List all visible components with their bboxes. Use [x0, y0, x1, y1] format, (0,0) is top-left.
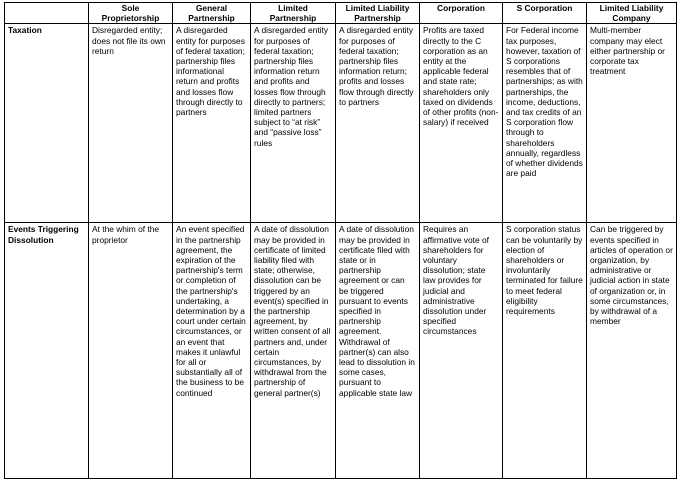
cell-taxation-sole-proprietorship: Disregarded entity; does not file its own return	[89, 24, 173, 223]
cell-dissolution-limited-partnership: A date of dissolution may be provided in certificate of limited liability filed with state; otherwise, dissolution can be triggered by an event(s) specified in the partnership agreement, by written consent of all partners and, under certain circumstances, by withdrawal from the partnership of general partner(s)	[251, 223, 336, 479]
cell-taxation-limited-liability-partnership: A disregarded entity for purposes of federal taxation; partnership files information return; profits and losses flow through directly to partners	[336, 24, 420, 223]
cell-dissolution-limited-liability-company: Can be triggered by events specified in articles of operation or organization, by administrative or judicial action in state of organization or, in some circumstances, by withdrawal of a member	[587, 223, 677, 479]
header-limited-liability-company: Limited Liability Company	[587, 3, 677, 24]
header-row	[5, 3, 677, 24]
cell-taxation-limited-partnership: A disregarded entity for purposes of federal taxation; partnership files information return and profits and losses flow through directly to partners; limited partners subject to “at risk” and “passive loss” rules	[251, 24, 336, 223]
cell-dissolution-general-partnership: An event specified in the partnership agreement, the expiration of the partnership's term or completion of the partnership's undertaking, a determination by a court under certain circumstances, or an event that makes it unlawful for all or substantially all of the business to be continued	[173, 223, 251, 479]
row-label-taxation: Taxation	[5, 24, 89, 223]
header-general-partnership: General Partnership	[173, 3, 251, 24]
cell-dissolution-sole-proprietorship: At the whim of the proprietor	[89, 223, 173, 479]
cell-dissolution-limited-liability-partnership: A date of dissolution may be provided in certificate filed with state or in partnership agreement or can be triggered pursuant to events specified in partnership agreement. Withdrawal of partner(s) can also lead to dissolution in some cases, pursuant to applicable state law	[336, 223, 420, 479]
table-row-taxation	[5, 24, 677, 223]
header-sole-proprietorship: Sole Proprietorship	[89, 3, 173, 24]
table-row-events-triggering-dissolution	[5, 223, 677, 479]
cell-taxation-limited-liability-company: Multi-member company may elect either partnership or corporate tax treatment	[587, 24, 677, 223]
header-limited-partnership: Limited Partnership	[251, 3, 336, 24]
header-limited-liability-partnership: Limited Liability Partnership	[336, 3, 420, 24]
cell-taxation-s-corporation: For Federal income tax purposes, however, taxation of S corporations resembles that of partnerships; as with partnerships, the income, deductions, and tax credits of an S corporation flow through to shareholders annually, regardless of whether dividends are paid	[503, 24, 587, 223]
entity-comparison-table	[4, 2, 677, 479]
header-corporation: Corporation	[420, 3, 503, 24]
header-s-corporation: S Corporation	[503, 3, 587, 24]
cell-dissolution-s-corporation: S corporation status can be voluntarily by election of shareholders or involuntarily terminated for failure to meet federal eligibility requirements	[503, 223, 587, 479]
cell-taxation-corporation: Profits are taxed directly to the C corporation as an entity at the applicable federal and state rate; shareholders only taxed on dividends of other profits (non-salary) if received	[420, 24, 503, 223]
row-label-events-triggering-dissolution: Events Triggering Dissolution	[5, 223, 89, 479]
header-corner	[5, 3, 89, 24]
cell-taxation-general-partnership: A disregarded entity for purposes of federal taxation; partnership files informational return and profits and losses flow through directly to partners	[173, 24, 251, 223]
cell-dissolution-corporation: Requires an affirmative vote of shareholders for voluntary dissolution; state law provides for judicial and administrative dissolution under specified circumstances	[420, 223, 503, 479]
